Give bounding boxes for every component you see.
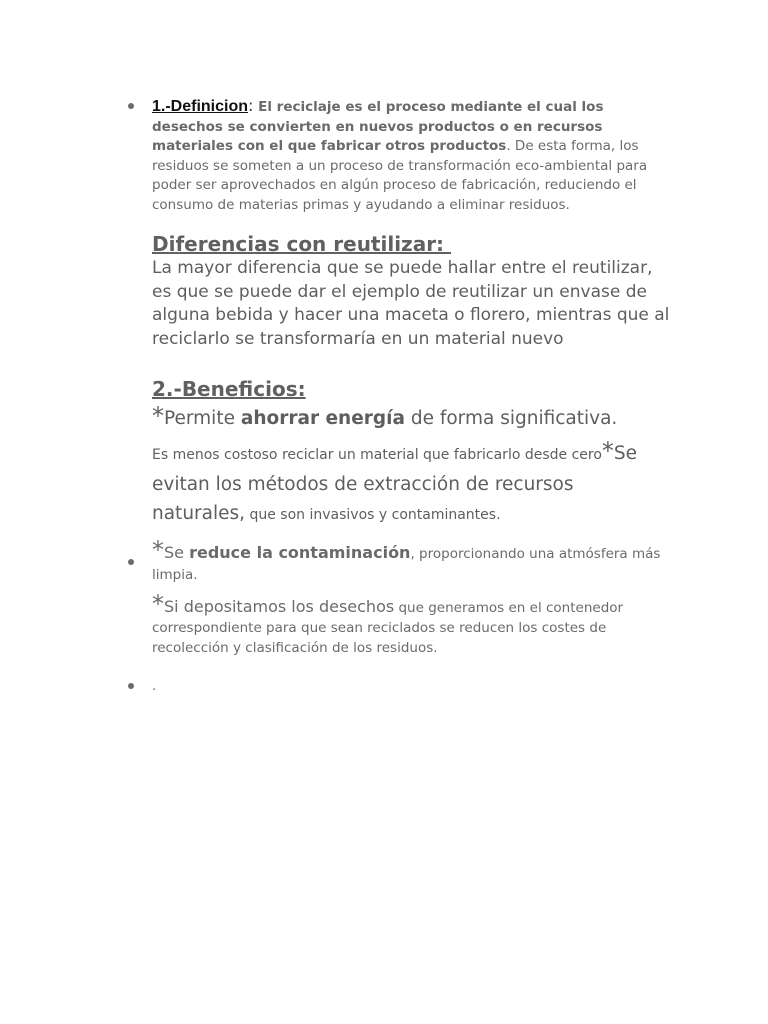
list-bullet [128,683,134,689]
list-bullet [128,559,134,565]
list-item-empty: . [152,678,157,694]
benefit-energy-bold: ahorrar energía [240,408,405,429]
benefit-cost [152,439,672,530]
list-bullet [128,103,134,109]
definition-heading: 1.-Definicion [152,98,249,115]
benefits-heading: 2.-Beneficios: [152,377,306,401]
deposit-mid: Si depositamos los desechos [164,597,395,616]
definition-bold-text: El reciclaje es el proceso mediante el cual los desechos se convierten en nuevos productos o en recursos materiales con el que fabricar otros productos [152,99,604,154]
list-item-contamination [152,538,672,658]
differences-heading: Diferencias con reutilizar: [152,232,452,256]
differences-text: La mayor diferencia que se puede hallar entre el reutilizar, es que se puede dar el ejemplo de reutilizar un envase de alguna bebida y hacer una maceta o florero, mientras que al reciclarlo se transformaría en un material nuevo [152,258,670,350]
contamination-pre: Se [164,543,190,562]
definition-text: . De esta forma, los residuos se someten a un proceso de transformación eco-ambiental para poder ser aprovechados en algún proceso de fabricación, reduciendo el consumo de materias primas y ayudando a eliminar residuos. [152,138,648,213]
benefit-cost-small: Es menos costoso reciclar un material que fabricarlo desde cero [152,447,602,463]
asterisk: * [601,437,614,465]
differences-section [152,231,672,352]
definition-colon: : [248,96,254,115]
benefit-energy-post: de forma significativa. [404,408,618,429]
benefits-section [152,376,672,530]
asterisk: * [152,402,164,430]
benefit-extraction: Se evitan los métodos de extracción de recursos naturales, [152,443,638,524]
contamination-post: , proporcionando una atmósfera más limpia. [152,546,661,583]
list-item-definition [152,96,672,215]
benefit-energy [152,404,672,433]
asterisk: * [152,590,164,618]
benefit-energy-pre: Permite [164,408,241,429]
deposit-post: que generamos en el contenedor correspondiente para que sean reciclados se reducen los costes de recolección y clasificación de los residuos. [152,600,624,656]
benefit-extraction-tail: que son invasivos y contaminantes. [245,507,501,523]
asterisk: * [152,536,164,564]
contamination-bold: reduce la contaminación [189,543,411,562]
